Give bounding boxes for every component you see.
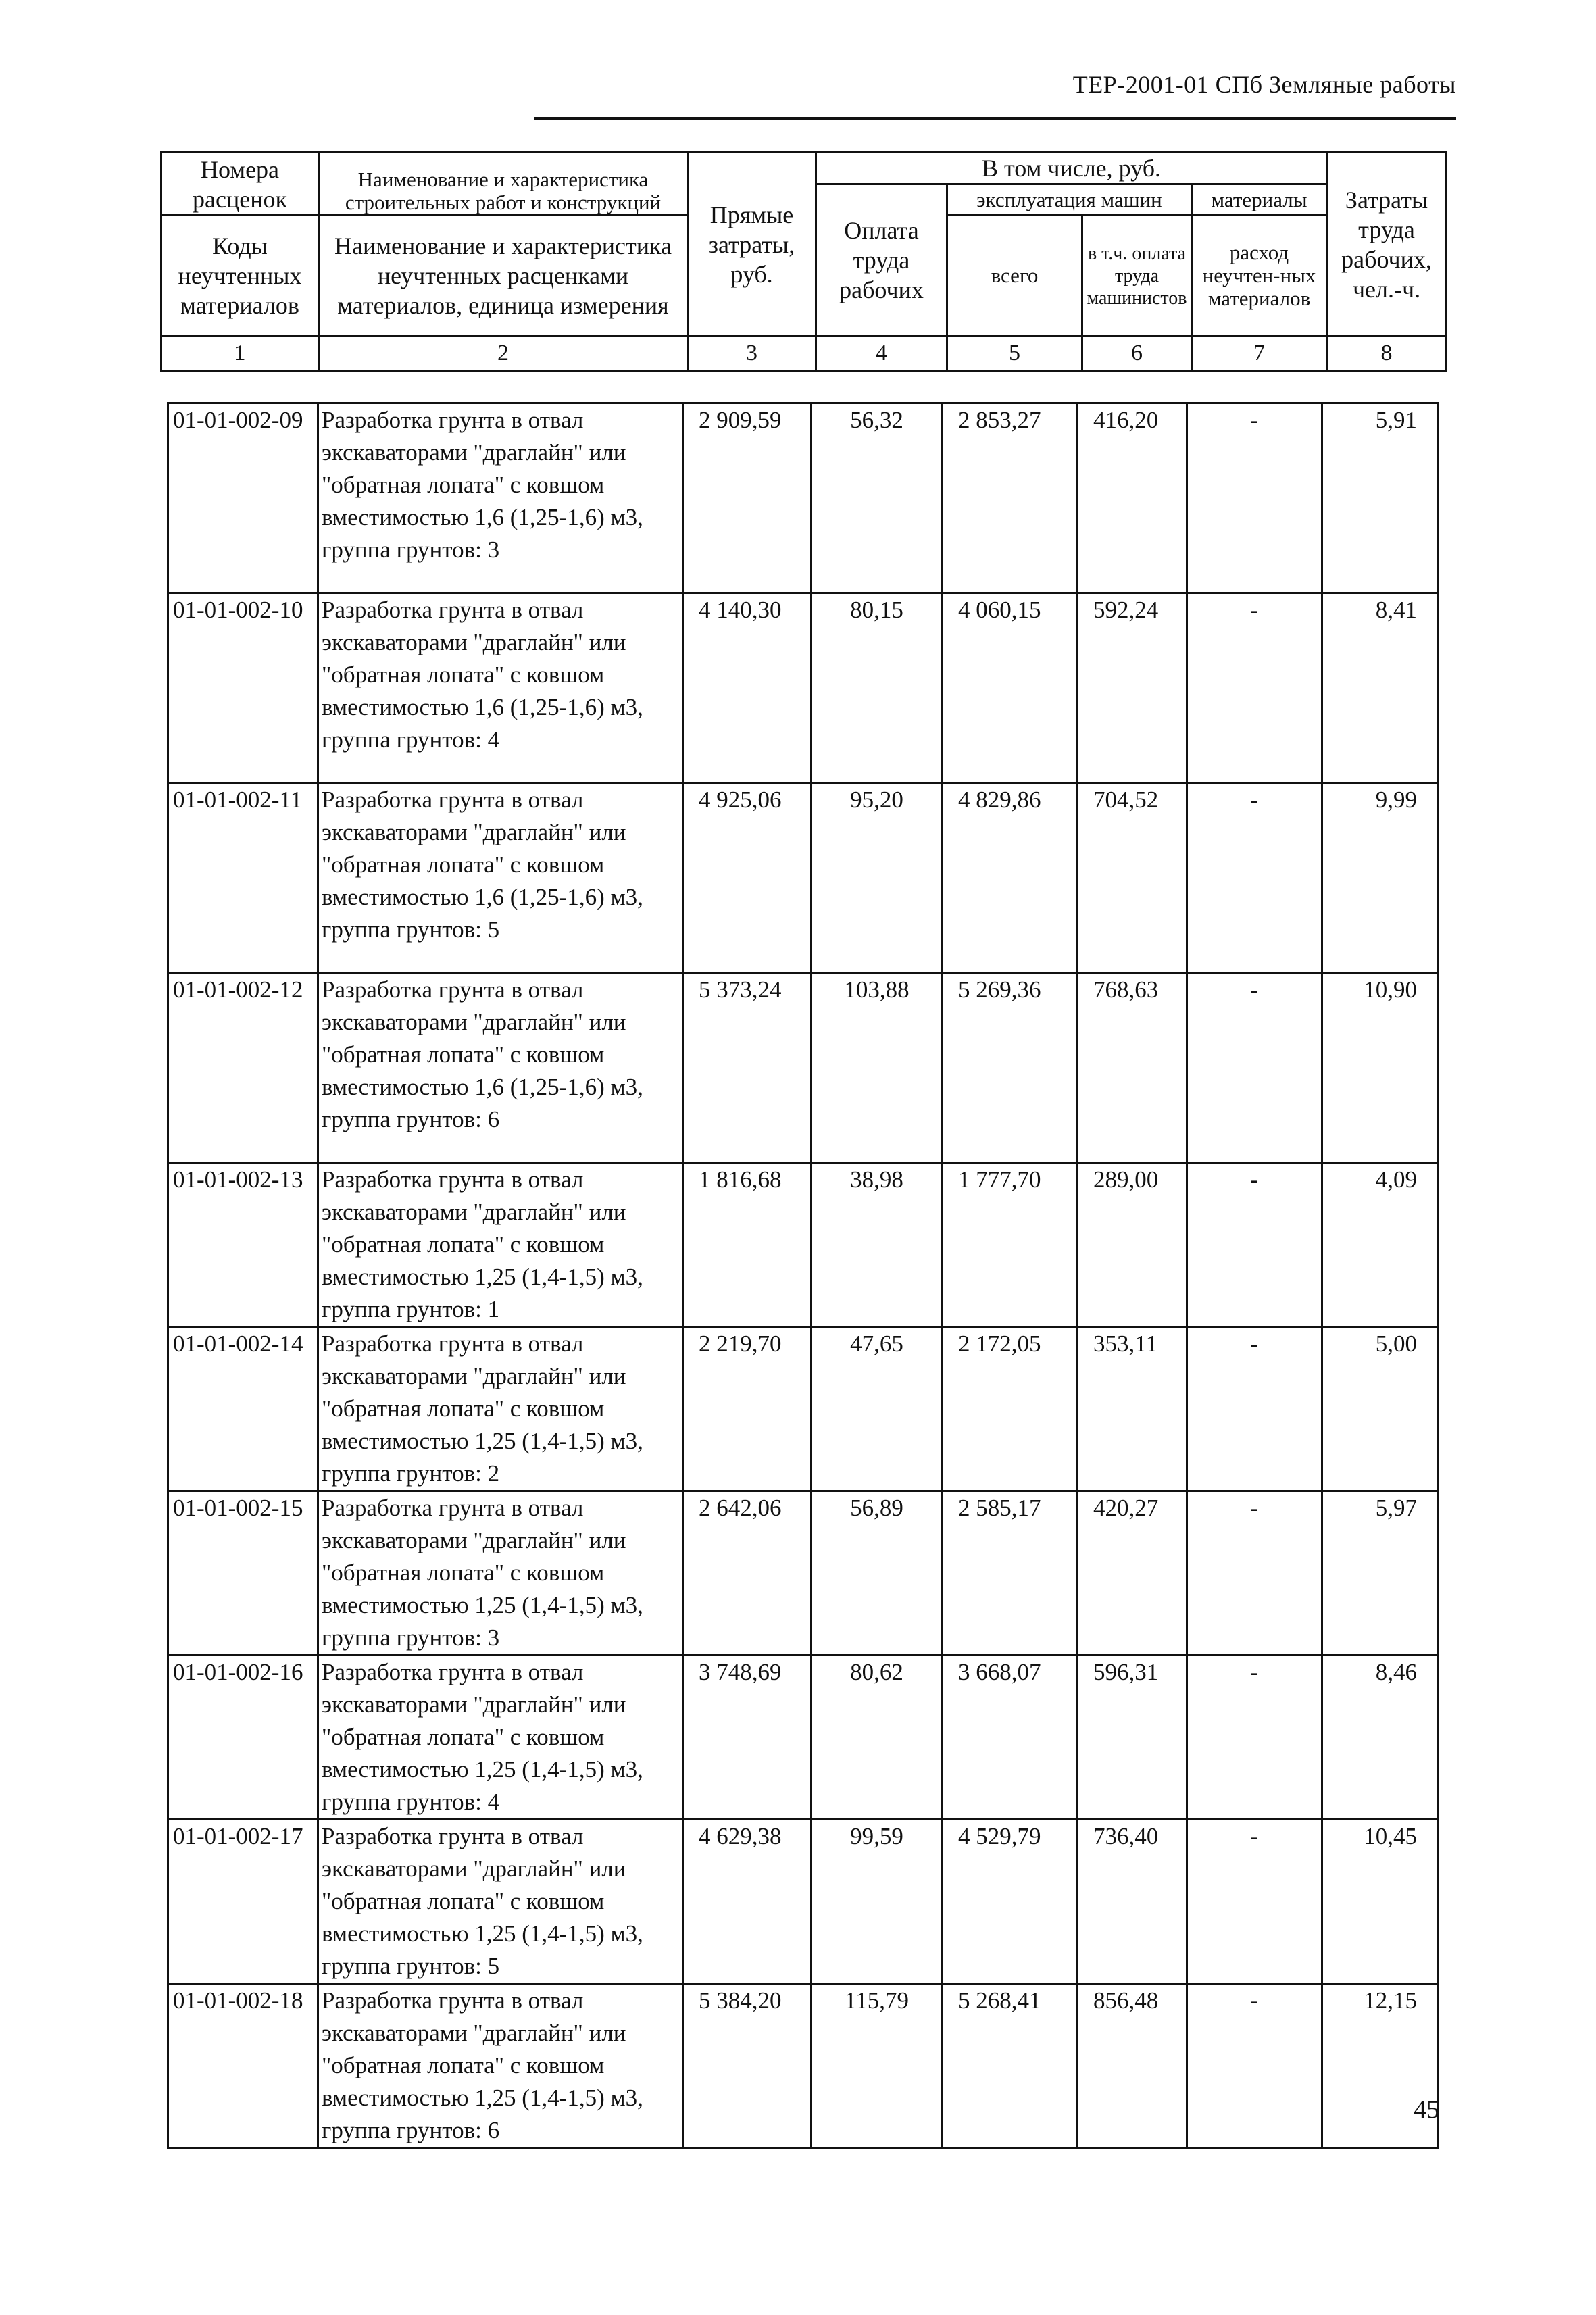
rate-code: 01-01-002-17 (168, 1820, 318, 1984)
direct-costs-value: 3 748,69 (683, 1656, 812, 1820)
machines-total-value: 2 853,27 (943, 403, 1078, 593)
machines-total-value: 4 829,86 (943, 783, 1078, 973)
header-rule (534, 117, 1456, 120)
work-description: Разработка грунта в отвал экскаваторами "драглайн" или "обратная лопата" с ковшом вместимостью 1,25 (1,4-1,5) м3, группа грунтов: 6 (318, 1984, 683, 2148)
labor-hours-value: 5,00 (1322, 1327, 1439, 1491)
header-machines-total: всего (947, 216, 1082, 337)
rates-table (167, 402, 1439, 2149)
direct-costs-value: 4 140,30 (683, 593, 812, 783)
column-number: 5 (947, 337, 1082, 371)
rate-code: 01-01-002-15 (168, 1491, 318, 1656)
rate-code: 01-01-002-12 (168, 973, 318, 1163)
work-description: Разработка грунта в отвал экскаваторами "драглайн" или "обратная лопата" с ковшом вместимостью 1,6 (1,25-1,6) м3, группа грунтов: 5 (318, 783, 683, 973)
column-number: 6 (1082, 337, 1192, 371)
worker-pay-value: 95,20 (812, 783, 943, 973)
table-row (168, 1491, 1439, 1656)
machinists-pay-value: 596,31 (1078, 1656, 1187, 1820)
table-row (168, 1984, 1439, 2148)
work-description: Разработка грунта в отвал экскаваторами "драглайн" или "обратная лопата" с ковшом вместимостью 1,25 (1,4-1,5) м3, группа грунтов: 3 (318, 1491, 683, 1656)
direct-costs-value: 2 642,06 (683, 1491, 812, 1656)
labor-hours-value: 10,90 (1322, 973, 1439, 1163)
header-machinists-pay: в т.ч. оплата труда машинистов (1082, 216, 1192, 337)
header-direct-costs: Прямые затраты, руб. (688, 153, 816, 337)
rate-code: 01-01-002-18 (168, 1984, 318, 2148)
direct-costs-value: 2 219,70 (683, 1327, 812, 1491)
header-material-names: Наименование и характеристика неучтенных расценками материалов, единица измерения (319, 216, 688, 337)
work-description: Разработка грунта в отвал экскаваторами "драглайн" или "обратная лопата" с ковшом вместимостью 1,25 (1,4-1,5) м3, группа грунтов: 1 (318, 1163, 683, 1327)
labor-hours-value: 4,09 (1322, 1163, 1439, 1327)
worker-pay-value: 80,15 (812, 593, 943, 783)
labor-hours-value: 10,45 (1322, 1820, 1439, 1984)
work-description: Разработка грунта в отвал экскаваторами "драглайн" или "обратная лопата" с ковшом вместимостью 1,25 (1,4-1,5) м3, группа грунтов: 4 (318, 1656, 683, 1820)
header-work-name: Наименование и характеристика строительных работ и конструкций (319, 153, 688, 216)
labor-hours-value: 12,15 (1322, 1984, 1439, 2148)
worker-pay-value: 56,32 (812, 403, 943, 593)
column-number: 8 (1327, 337, 1447, 371)
machines-total-value: 2 585,17 (943, 1491, 1078, 1656)
header-labor-hours: Затраты труда рабочих, чел.-ч. (1327, 153, 1447, 337)
labor-hours-value: 8,41 (1322, 593, 1439, 783)
materials-value: - (1187, 403, 1322, 593)
table-row (168, 593, 1439, 783)
machines-total-value: 5 269,36 (943, 973, 1078, 1163)
machinists-pay-value: 416,20 (1078, 403, 1187, 593)
labor-hours-value: 5,91 (1322, 403, 1439, 593)
materials-value: - (1187, 783, 1322, 973)
header-including-group: В том числе, руб. (816, 153, 1327, 184)
direct-costs-value: 4 629,38 (683, 1820, 812, 1984)
column-number: 7 (1192, 337, 1327, 371)
rate-code: 01-01-002-10 (168, 593, 318, 783)
machinists-pay-value: 353,11 (1078, 1327, 1187, 1491)
machines-total-value: 2 172,05 (943, 1327, 1078, 1491)
worker-pay-value: 103,88 (812, 973, 943, 1163)
header-material-codes: Коды неучтенных материалов (161, 216, 319, 337)
materials-value: - (1187, 1984, 1322, 2148)
header-machine-operation: эксплуатация машин (947, 184, 1192, 216)
machinists-pay-value: 768,63 (1078, 973, 1187, 1163)
work-description: Разработка грунта в отвал экскаваторами "драглайн" или "обратная лопата" с ковшом вместимостью 1,25 (1,4-1,5) м3, группа грунтов: 2 (318, 1327, 683, 1491)
table-row (168, 403, 1439, 593)
table-header (160, 151, 1447, 372)
column-number: 1 (161, 337, 319, 371)
table-row (168, 973, 1439, 1163)
materials-value: - (1187, 1656, 1322, 1820)
materials-value: - (1187, 1820, 1322, 1984)
rate-code: 01-01-002-14 (168, 1327, 318, 1491)
machinists-pay-value: 289,00 (1078, 1163, 1187, 1327)
machinists-pay-value: 736,40 (1078, 1820, 1187, 1984)
work-description: Разработка грунта в отвал экскаваторами "драглайн" или "обратная лопата" с ковшом вместимостью 1,25 (1,4-1,5) м3, группа грунтов: 5 (318, 1820, 683, 1984)
page-number: 45 (1414, 2095, 1439, 2124)
direct-costs-value: 4 925,06 (683, 783, 812, 973)
machines-total-value: 1 777,70 (943, 1163, 1078, 1327)
rate-code: 01-01-002-11 (168, 783, 318, 973)
machines-total-value: 3 668,07 (943, 1656, 1078, 1820)
worker-pay-value: 56,89 (812, 1491, 943, 1656)
worker-pay-value: 47,65 (812, 1327, 943, 1491)
table-row (168, 783, 1439, 973)
rate-code: 01-01-002-13 (168, 1163, 318, 1327)
machinists-pay-value: 592,24 (1078, 593, 1187, 783)
table-row (168, 1820, 1439, 1984)
worker-pay-value: 99,59 (812, 1820, 943, 1984)
materials-value: - (1187, 1327, 1322, 1491)
worker-pay-value: 38,98 (812, 1163, 943, 1327)
document-header-title: ТЕР-2001-01 СПб Земляные работы (1072, 71, 1456, 98)
labor-hours-value: 9,99 (1322, 783, 1439, 973)
machines-total-value: 4 060,15 (943, 593, 1078, 783)
rate-code: 01-01-002-09 (168, 403, 318, 593)
header-worker-pay: Оплата труда рабочих (816, 184, 947, 337)
materials-value: - (1187, 1491, 1322, 1656)
column-number: 4 (816, 337, 947, 371)
direct-costs-value: 2 909,59 (683, 403, 812, 593)
worker-pay-value: 80,62 (812, 1656, 943, 1820)
table-row (168, 1656, 1439, 1820)
worker-pay-value: 115,79 (812, 1984, 943, 2148)
table-row (168, 1327, 1439, 1491)
machines-total-value: 4 529,79 (943, 1820, 1078, 1984)
rate-code: 01-01-002-16 (168, 1656, 318, 1820)
labor-hours-value: 8,46 (1322, 1656, 1439, 1820)
work-description: Разработка грунта в отвал экскаваторами "драглайн" или "обратная лопата" с ковшом вместимостью 1,6 (1,25-1,6) м3, группа грунтов: 4 (318, 593, 683, 783)
header-materials: материалы (1192, 184, 1327, 216)
column-number: 2 (319, 337, 688, 371)
column-number: 3 (688, 337, 816, 371)
labor-hours-value: 5,97 (1322, 1491, 1439, 1656)
table-row (168, 1163, 1439, 1327)
machinists-pay-value: 420,27 (1078, 1491, 1187, 1656)
header-rate-numbers: Номера расценок (161, 153, 319, 216)
direct-costs-value: 5 373,24 (683, 973, 812, 1163)
machinists-pay-value: 856,48 (1078, 1984, 1187, 2148)
direct-costs-value: 5 384,20 (683, 1984, 812, 2148)
work-description: Разработка грунта в отвал экскаваторами "драглайн" или "обратная лопата" с ковшом вместимостью 1,6 (1,25-1,6) м3, группа грунтов: 3 (318, 403, 683, 593)
materials-value: - (1187, 593, 1322, 783)
materials-value: - (1187, 1163, 1322, 1327)
header-unaccounted-materials: расход неучтен-ных материалов (1192, 216, 1327, 337)
work-description: Разработка грунта в отвал экскаваторами "драглайн" или "обратная лопата" с ковшом вместимостью 1,6 (1,25-1,6) м3, группа грунтов: 6 (318, 973, 683, 1163)
machines-total-value: 5 268,41 (943, 1984, 1078, 2148)
direct-costs-value: 1 816,68 (683, 1163, 812, 1327)
machinists-pay-value: 704,52 (1078, 783, 1187, 973)
materials-value: - (1187, 973, 1322, 1163)
